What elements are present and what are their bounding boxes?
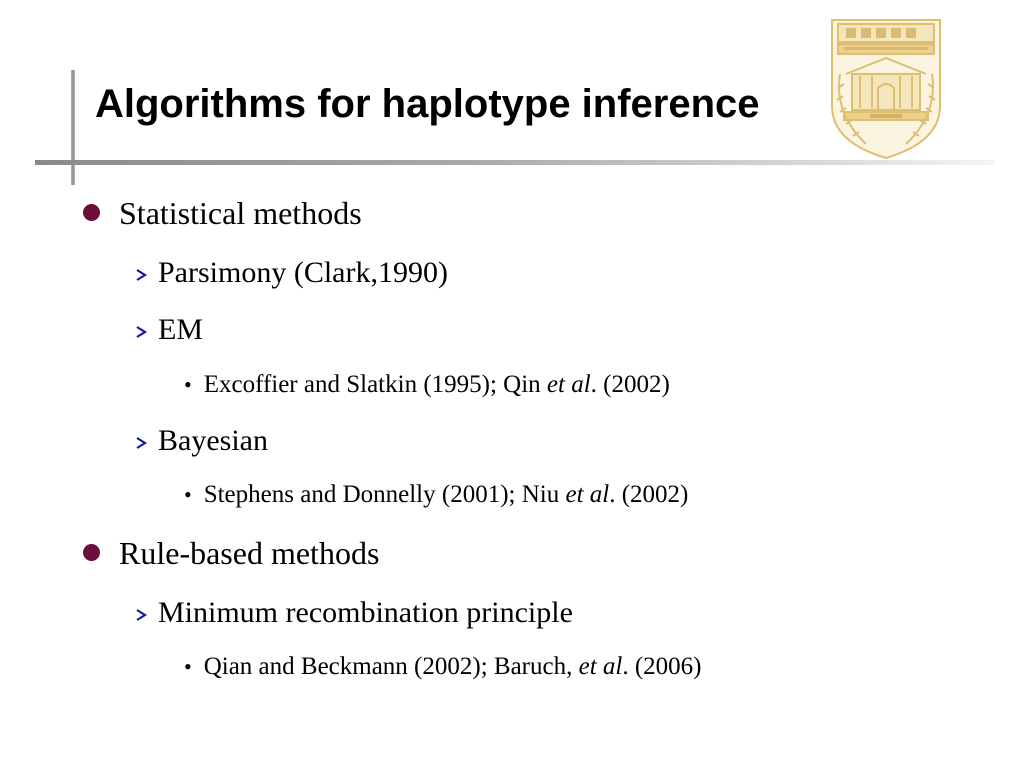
chevron-right-bullet-icon	[134, 325, 148, 339]
list-item	[134, 256, 448, 290]
item-text: Excoffier and Slatkin (1995); Qin et al. (2002)	[203, 371, 670, 398]
list-item	[184, 653, 702, 681]
chevron-right-bullet-icon	[134, 608, 148, 622]
disc-bullet-icon	[83, 544, 100, 561]
item-text: Qian and Beckmann (2002); Baruch, et al. (2006)	[203, 653, 702, 680]
list-item	[134, 596, 573, 630]
item-text: EM	[158, 313, 203, 346]
small-dot-bullet-icon: •	[184, 654, 192, 679]
item-text: Rule-based methods	[119, 535, 380, 571]
small-dot-bullet-icon: •	[184, 372, 192, 397]
chevron-right-bullet-icon	[134, 436, 148, 450]
vertical-accent-line	[71, 70, 75, 185]
item-text: Statistical methods	[119, 195, 362, 231]
item-text: Parsimony (Clark,1990)	[158, 256, 448, 289]
list-item	[184, 481, 688, 509]
disc-bullet-icon	[83, 204, 100, 221]
item-text: Stephens and Donnelly (2001); Niu et al. (2002)	[203, 481, 689, 508]
list-item	[134, 424, 268, 458]
item-text: Minimum recombination principle	[158, 596, 573, 629]
university-logo-icon	[826, 14, 946, 162]
slide-title: Algorithms for haplotype inference	[95, 82, 760, 126]
item-text: Bayesian	[158, 424, 268, 457]
small-dot-bullet-icon: •	[184, 482, 192, 507]
list-item	[83, 535, 379, 572]
list-item	[134, 313, 203, 347]
chevron-right-bullet-icon	[134, 268, 148, 282]
list-item	[184, 371, 670, 399]
list-item	[83, 195, 362, 232]
